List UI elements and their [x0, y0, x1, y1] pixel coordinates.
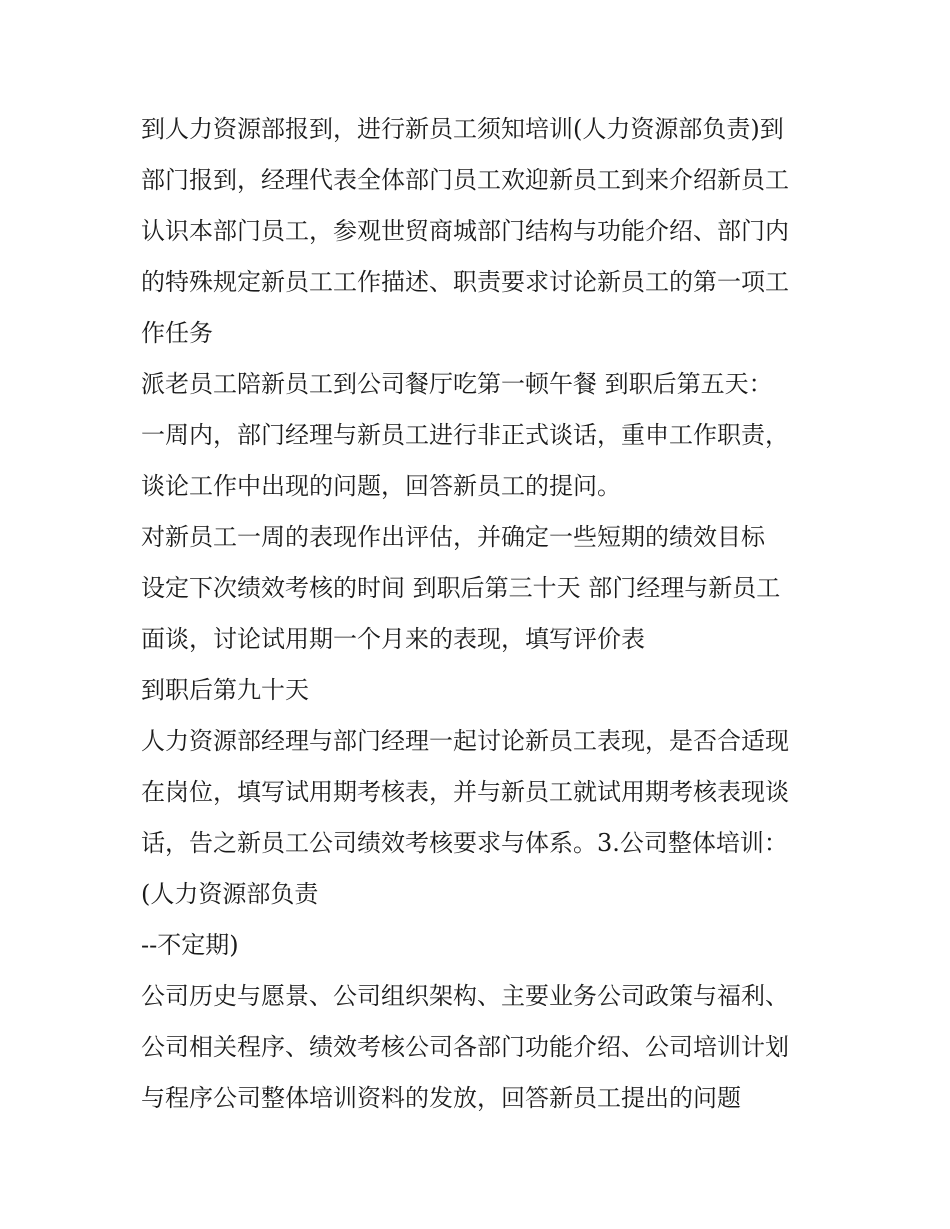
text-line-10: 设定下次绩效考核的时间 到职后第三十天 部门经理与新员工 — [141, 574, 781, 602]
text-line-7: 一周内，部门经理与新员工进行非正式谈话，重申工作职责， — [141, 421, 789, 449]
text-line-15: 话，告之新员工公司绩效考核要求与体系。3.公司整体培训： — [141, 829, 788, 857]
text-line-12: 到职后第九十天 — [141, 676, 309, 704]
text-line-2: 部门报到，经理代表全体部门员工欢迎新员工到来介绍新员工 — [141, 166, 789, 194]
text-line-14: 在岗位，填写试用期考核表，并与新员工就试用期考核表现谈 — [141, 778, 789, 806]
document-body — [141, 104, 821, 1124]
text-line-1: 到人力资源部报到，进行新员工须知培训(人力资源部负责)到 — [141, 115, 784, 143]
text-line-11: 面谈，讨论试用期一个月来的表现，填写评价表 — [141, 625, 645, 653]
text-line-20: 与程序公司整体培训资料的发放，回答新员工提出的问题 — [141, 1084, 741, 1112]
text-line-18: 公司历史与愿景、公司组织架构、主要业务公司政策与福利、 — [141, 982, 789, 1010]
text-line-6: 派老员工陪新员工到公司餐厅吃第一顿午餐 到职后第五天： — [141, 370, 773, 398]
text-line-9: 对新员工一周的表现作出评估，并确定一些短期的绩效目标 — [141, 523, 765, 551]
text-line-3: 认识本部门员工，参观世贸商城部门结构与功能介绍、部门内 — [141, 217, 789, 245]
text-line-5: 作任务 — [141, 319, 213, 347]
text-line-17: --不定期) — [141, 931, 239, 959]
text-line-16: (人力资源部负责 — [141, 880, 319, 908]
text-line-4: 的特殊规定新员工工作描述、职责要求讨论新员工的第一项工 — [141, 268, 789, 296]
text-line-8: 谈论工作中出现的问题，回答新员工的提问。 — [141, 472, 621, 500]
text-line-13: 人力资源部经理与部门经理一起讨论新员工表现，是否合适现 — [141, 727, 789, 755]
text-line-19: 公司相关程序、绩效考核公司各部门功能介绍、公司培训计划 — [141, 1033, 789, 1061]
